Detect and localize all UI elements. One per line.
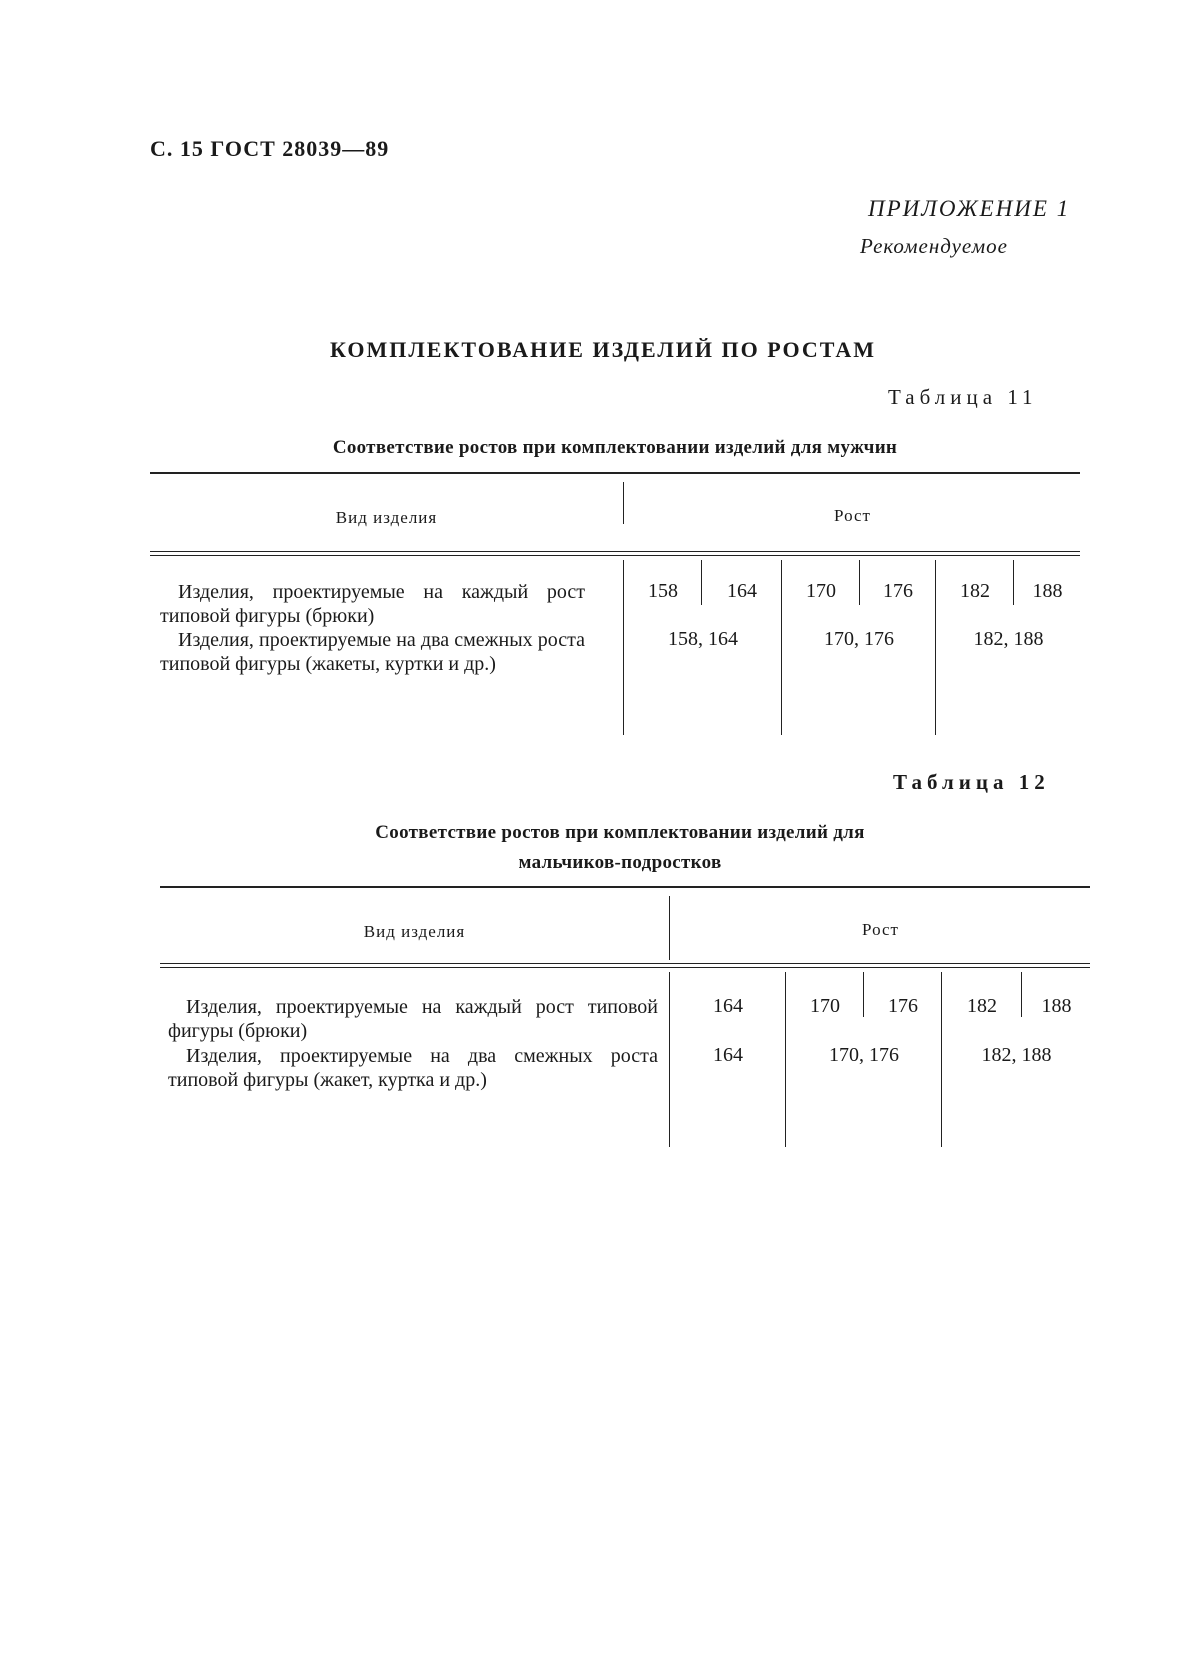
table12-caption-line1: Соответствие ростов при комплектовании изделий для [375,822,865,843]
table11-col-divider [623,560,624,735]
table11-group-divider [781,560,782,735]
table12-height-cell: 164 [713,995,743,1017]
table12-top-rule [160,886,1090,888]
main-title: КОМПЛЕКТОВАНИЕ ИЗДЕЛИЙ ПО РОСТАМ [330,337,877,362]
table12-row1-description: Изделия, проектируемые на каждый рост типовой фигуры (брюки) [168,996,658,1042]
table11-height-cell: 158 [648,580,678,602]
table11-height-cell: 164 [727,580,757,602]
table11-caption: Соответствие ростов при комплектовании изделий для мужчин [332,437,898,458]
table12-height-cell: 176 [888,995,918,1017]
table12-label: Таблица 12 [893,770,1050,794]
table11-header-rule-double [150,555,1080,556]
table11-col-product: Вид изделия [335,508,438,527]
table12-height-pair-cell: 170, 176 [829,1044,899,1066]
table11-row1-description: Изделия, проектируемые на каждый рост типовой фигуры (брюки) [160,581,585,627]
table12-height-pair-cell: 182, 188 [981,1044,1052,1066]
table12-height-cell: 188 [1041,995,1072,1017]
table11-label: Таблица 11 [888,385,1038,409]
table11-pair-divider [859,560,860,605]
table11-height-pair-cell: 182, 188 [973,628,1044,650]
table11-pair-divider [1013,560,1014,605]
table11-col-height: Рост [834,506,871,525]
table12-col-product: Вид изделия [363,922,466,941]
appendix-title: ПРИЛОЖЕНИЕ 1 [868,196,1071,221]
table12-pair-divider [863,972,864,1017]
table12-group-divider [941,972,942,1147]
table11-header-rule [150,551,1080,552]
page-header: С. 15 ГОСТ 28039—89 [150,136,390,161]
table12-col-divider [669,972,670,1147]
table11-height-cell: 170 [806,580,836,602]
table11-height-pair-cell: 170, 176 [824,628,894,650]
table11-height-cell: 176 [883,580,913,602]
table12-group-divider [785,972,786,1147]
table11-row2-description: Изделия, проектируемые на два смежных роста типовой фигуры (жакеты, куртки и др.) [160,629,585,675]
table12-caption-line2: мальчиков-подростков [518,852,722,873]
table11-height-cell: 188 [1032,580,1063,602]
table12-header-divider [669,896,670,960]
table11-height-pair-cell: 158, 164 [668,628,738,650]
table12-height-cell: 170 [810,995,840,1017]
table11-height-cell: 182 [960,580,990,602]
table12-pair-divider [1021,972,1022,1017]
table11-header-divider [623,482,624,524]
table11-group-divider [935,560,936,735]
table12-col-height: Рост [862,920,899,939]
table11-top-rule [150,472,1080,474]
table12-height-cell: 182 [967,995,997,1017]
table12-caption [160,818,1080,878]
table12-header-rule-double [160,967,1090,968]
table12-height-cell: 164 [713,1044,743,1066]
table12-header-rule [160,963,1090,964]
appendix-status: Рекомендуемое [860,234,1008,258]
table12-row2-description: Изделия, проектируемые на два смежных роста типовой фигуры (жакет, куртка и др.) [168,1045,658,1091]
table11-pair-divider [701,560,702,605]
